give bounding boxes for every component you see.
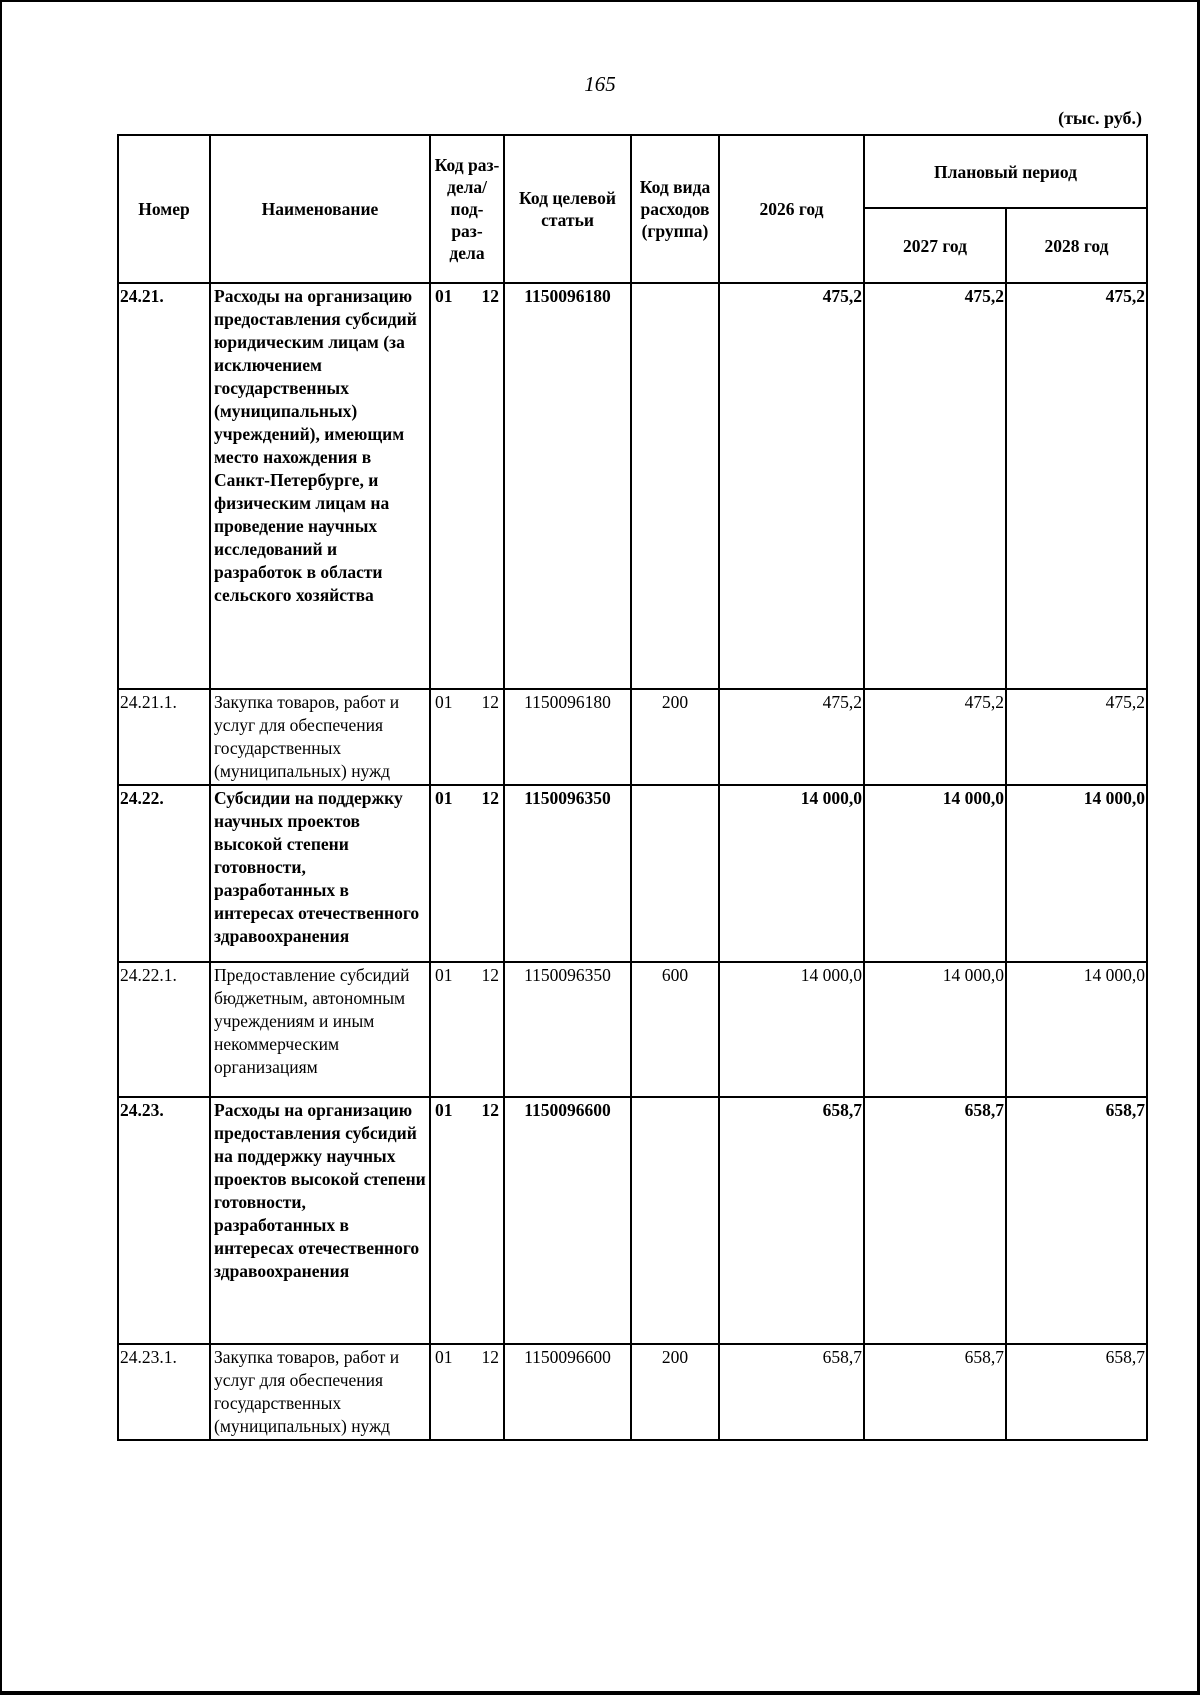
header-year-2026: 2026 год <box>719 135 864 283</box>
section-code: 01 <box>435 965 453 985</box>
row-amount-2028: 658,7 <box>1006 1344 1147 1440</box>
row-number: 24.22. <box>118 785 210 962</box>
row-target-code: 1150096350 <box>504 962 631 1097</box>
table-row <box>118 785 1147 962</box>
header-number: Номер <box>118 135 210 283</box>
section-code: 01 <box>435 788 453 808</box>
row-amount-2027: 14 000,0 <box>864 962 1006 1097</box>
row-target-code: 1150096350 <box>504 785 631 962</box>
row-amount-2028: 14 000,0 <box>1006 962 1147 1097</box>
row-name: Расходы на организацию предоставления субсидий на поддержку научных проектов высокой степени готовности, разработанных в интересах отечественного здравоохранения <box>210 1097 430 1344</box>
row-amount-2026: 14 000,0 <box>719 785 864 962</box>
row-target-code: 1150096600 <box>504 1097 631 1344</box>
row-name: Субсидии на поддержку научных проектов высокой степени готовности, разработанных в интересах отечественного здравоохранения <box>210 785 430 962</box>
row-amount-2028: 658,7 <box>1006 1097 1147 1344</box>
section-code: 01 <box>435 692 453 712</box>
row-expense-kind-code: 200 <box>631 1344 719 1440</box>
subsection-code: 12 <box>481 788 499 808</box>
row-expense-kind-code <box>631 283 719 689</box>
row-number: 24.21. <box>118 283 210 689</box>
row-target-code: 1150096600 <box>504 1344 631 1440</box>
table-body <box>118 283 1147 1440</box>
subsection-code: 12 <box>481 692 499 712</box>
subsection-code: 12 <box>481 1100 499 1120</box>
row-amount-2028: 475,2 <box>1006 689 1147 785</box>
header-target-code: Код целевой статьи <box>504 135 631 283</box>
row-section-code <box>430 785 504 962</box>
scan-border-top <box>0 0 1200 2</box>
row-target-code: 1150096180 <box>504 689 631 785</box>
row-section-code <box>430 1344 504 1440</box>
page-number: 165 <box>584 72 616 96</box>
table-row <box>118 1344 1147 1440</box>
row-number: 24.23. <box>118 1097 210 1344</box>
row-name: Закупка товаров, работ и услуг для обеспечения государственных (муниципальных) нужд <box>210 1344 430 1440</box>
row-section-code <box>430 1097 504 1344</box>
units-label: (тыс. руб.) <box>1058 108 1142 128</box>
row-amount-2027: 14 000,0 <box>864 785 1006 962</box>
table-row <box>118 689 1147 785</box>
row-name: Расходы на организацию предоставления субсидий юридическим лицам (за исключением государственных (муниципальных) учреждений), имеющим место нахождения в Санкт-Петербурге, и физическим лицам на проведение научных исследований и разработок в области сельского хозяйства <box>210 283 430 689</box>
row-name: Предоставление субсидий бюджетным, автономным учреждениям и иным некоммерческим организациям <box>210 962 430 1097</box>
row-number: 24.23.1. <box>118 1344 210 1440</box>
row-expense-kind-code: 200 <box>631 689 719 785</box>
table-row <box>118 283 1147 689</box>
row-section-code <box>430 283 504 689</box>
row-amount-2026: 658,7 <box>719 1097 864 1344</box>
header-planned-period: Плановый период <box>864 135 1147 208</box>
row-number: 24.22.1. <box>118 962 210 1097</box>
row-amount-2027: 475,2 <box>864 283 1006 689</box>
row-amount-2026: 475,2 <box>719 283 864 689</box>
row-section-code <box>430 962 504 1097</box>
row-number: 24.21.1. <box>118 689 210 785</box>
row-expense-kind-code <box>631 1097 719 1344</box>
row-section-code <box>430 689 504 785</box>
budget-table <box>117 134 1148 1441</box>
row-amount-2027: 658,7 <box>864 1097 1006 1344</box>
section-code: 01 <box>435 1100 453 1120</box>
row-target-code: 1150096180 <box>504 283 631 689</box>
row-amount-2028: 14 000,0 <box>1006 785 1147 962</box>
header-name: Наименование <box>210 135 430 283</box>
row-amount-2028: 475,2 <box>1006 283 1147 689</box>
section-code: 01 <box>435 286 453 306</box>
header-expense-kind-code: Код вида расходов (группа) <box>631 135 719 283</box>
row-expense-kind-code <box>631 785 719 962</box>
scan-border-bottom <box>0 1691 1200 1695</box>
row-amount-2026: 658,7 <box>719 1344 864 1440</box>
row-expense-kind-code: 600 <box>631 962 719 1097</box>
subsection-code: 12 <box>481 1347 499 1367</box>
table-row <box>118 1097 1147 1344</box>
row-amount-2027: 475,2 <box>864 689 1006 785</box>
row-amount-2026: 475,2 <box>719 689 864 785</box>
row-amount-2026: 14 000,0 <box>719 962 864 1097</box>
scan-border-left <box>0 0 2 1695</box>
subsection-code: 12 <box>481 965 499 985</box>
table-row <box>118 962 1147 1097</box>
header-year-2028: 2028 год <box>1006 208 1147 283</box>
section-code: 01 <box>435 1347 453 1367</box>
table-header <box>118 135 1147 283</box>
header-year-2027: 2027 год <box>864 208 1006 283</box>
row-name: Закупка товаров, работ и услуг для обеспечения государственных (муниципальных) нужд <box>210 689 430 785</box>
subsection-code: 12 <box>481 286 499 306</box>
header-section-code: Код раз- дела/ под- раз- дела <box>430 135 504 283</box>
row-amount-2027: 658,7 <box>864 1344 1006 1440</box>
